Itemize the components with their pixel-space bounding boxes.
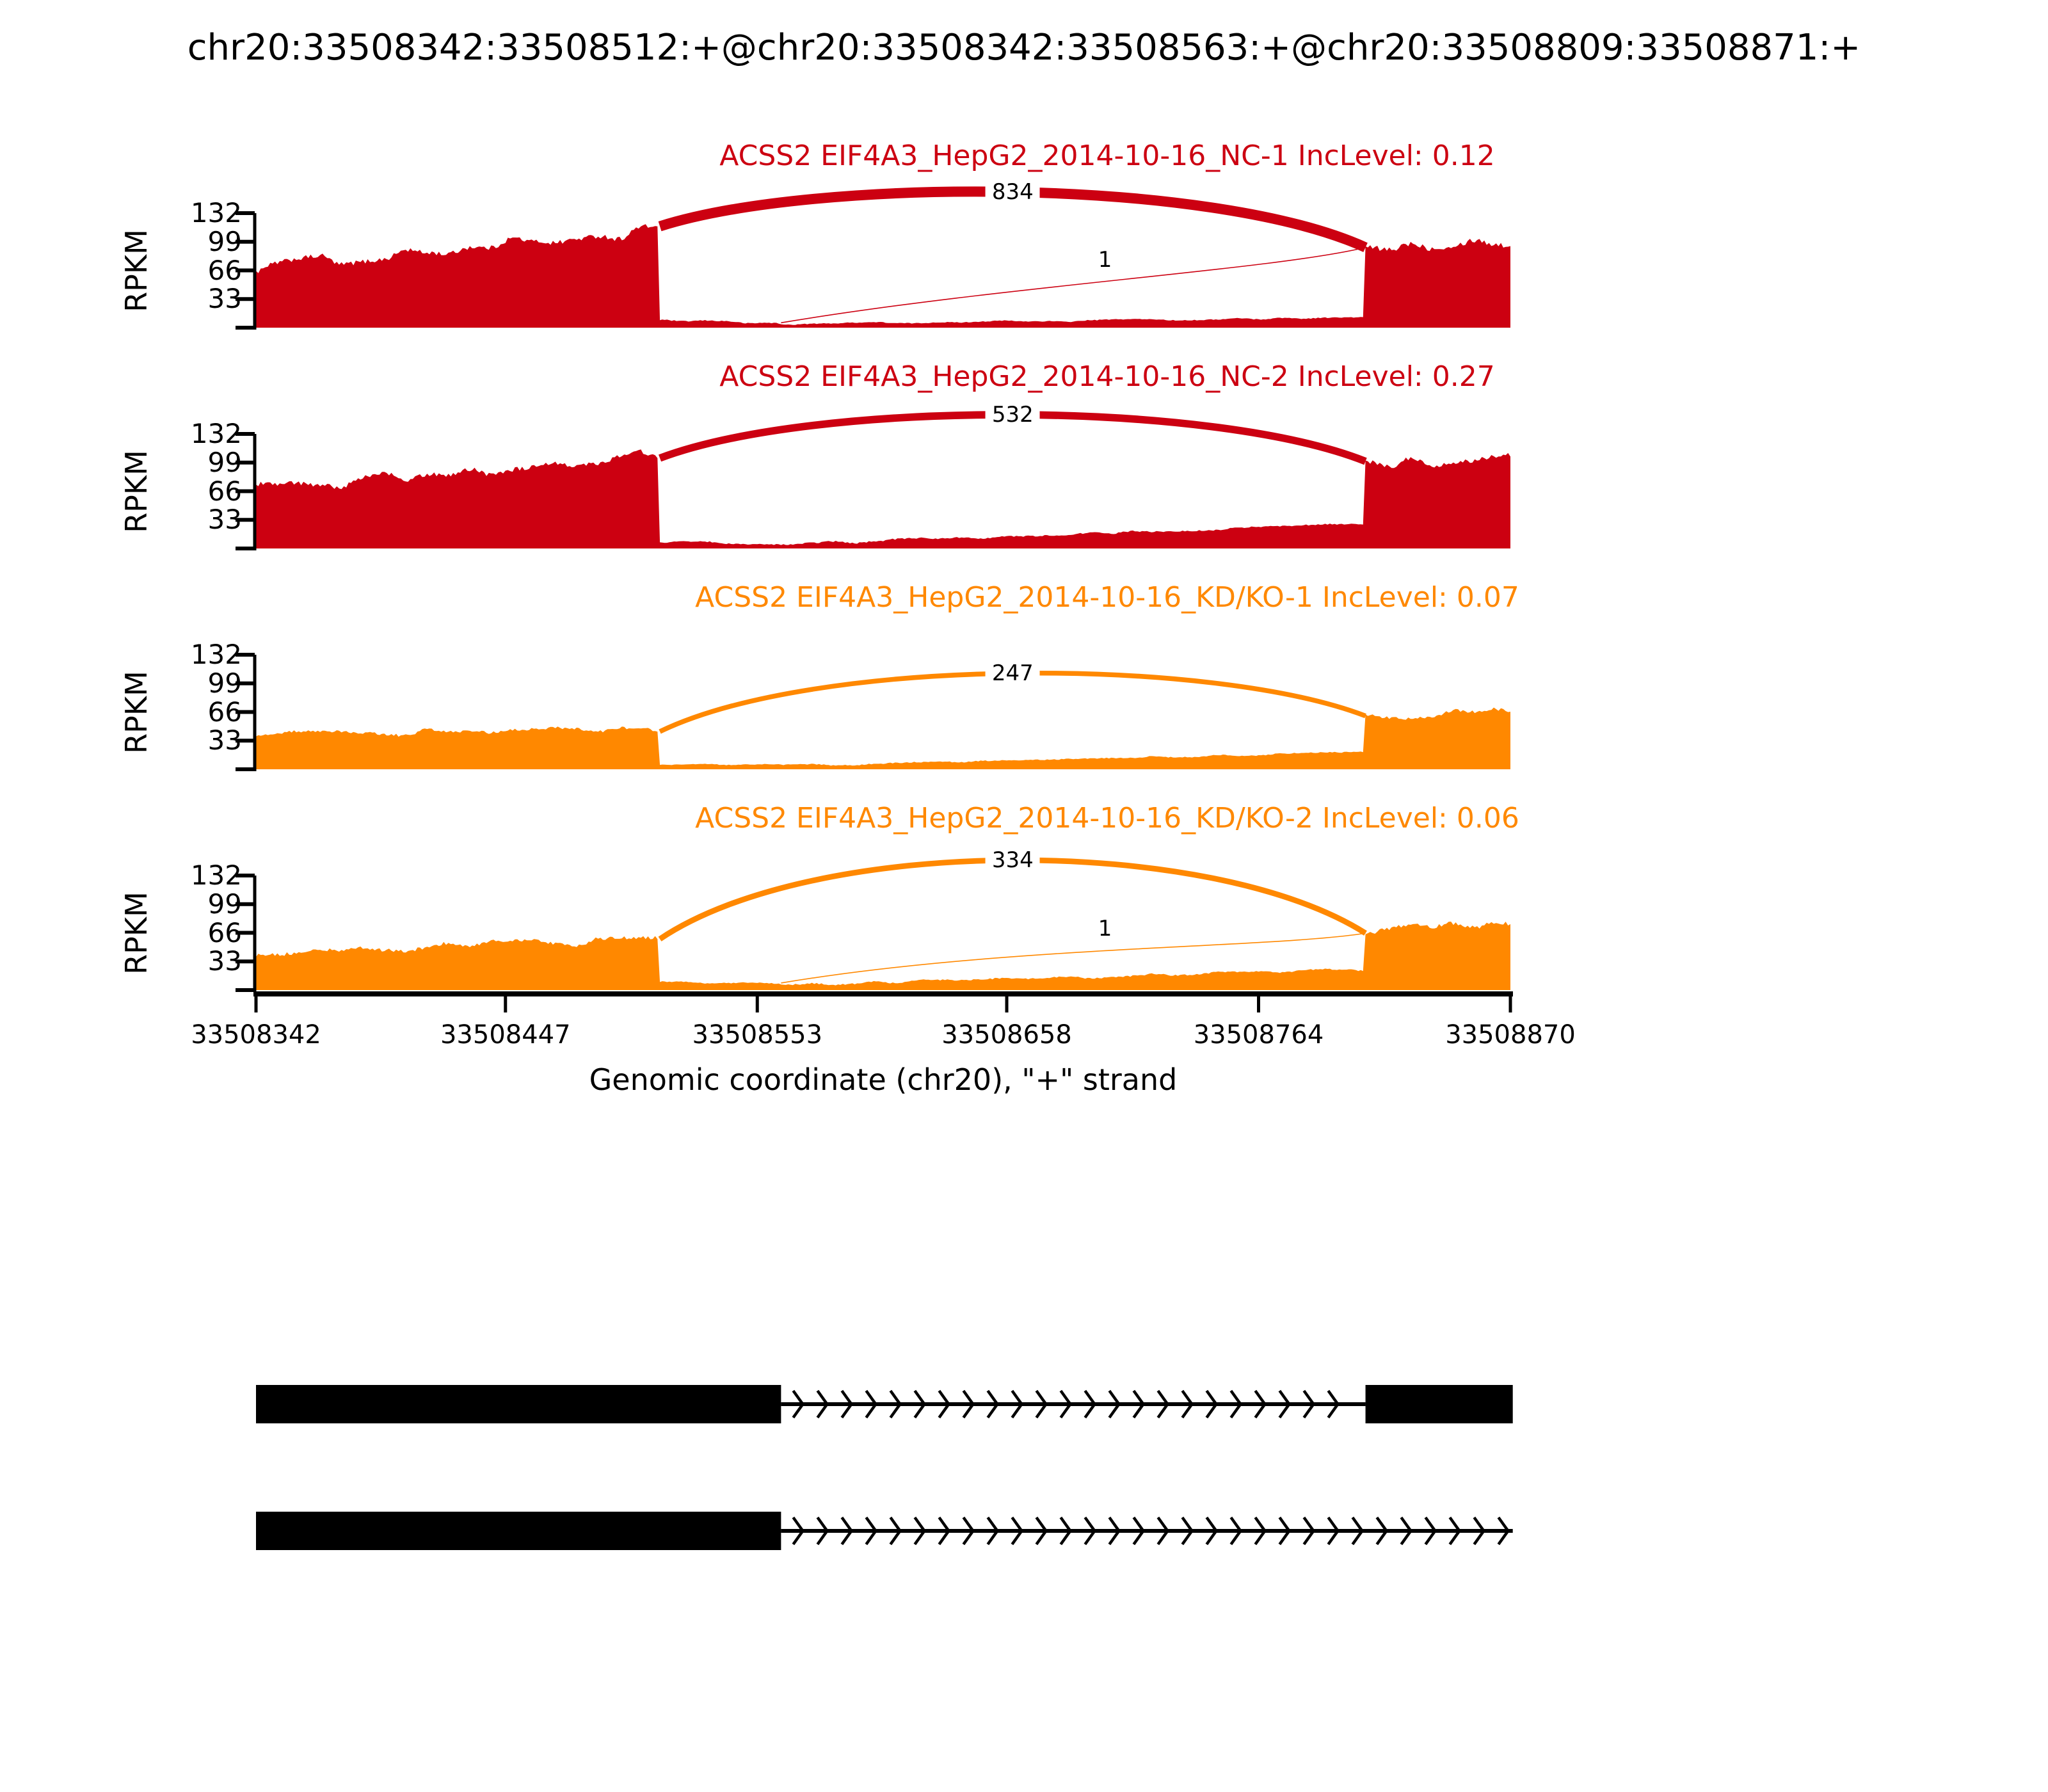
coverage-area — [256, 224, 1510, 328]
junction-count-label: 532 — [986, 401, 1040, 429]
y-tick-label: 132 — [190, 197, 242, 228]
track-title-nc-2: ACSS2 EIF4A3_HepG2_2014-10-16_NC-2 IncLevel: 0.27 — [719, 360, 1495, 393]
y-tick-label: 66 — [207, 916, 242, 948]
x-tick-label: 33508342 — [191, 1020, 321, 1050]
exon-box — [1366, 1385, 1513, 1423]
junction-count-label: 247 — [986, 659, 1040, 687]
y-axis-title: RPKM — [119, 891, 154, 975]
y-tick-label: 33 — [207, 504, 242, 536]
x-tick-label: 33508764 — [1193, 1020, 1324, 1050]
y-axis-title: RPKM — [119, 449, 154, 533]
page-title: chr20:33508342:33508512:+@chr20:33508342:33508563:+@chr20:33508809:33508871:+ — [187, 27, 1861, 68]
coverage-area — [256, 922, 1510, 990]
x-axis-title: Genomic coordinate (chr20), "+" strand — [589, 1062, 1178, 1097]
y-tick-label: 33 — [207, 283, 242, 315]
junction-arc-thin — [781, 248, 1365, 323]
y-axis-title: RPKM — [119, 670, 154, 754]
y-tick-label: 66 — [207, 475, 242, 507]
x-tick-label: 33508658 — [941, 1020, 1072, 1050]
y-tick-label: 132 — [190, 418, 242, 449]
y-tick-label: 66 — [207, 696, 242, 728]
y-tick-label: 33 — [207, 945, 242, 977]
y-tick-label: 132 — [190, 639, 242, 670]
y-tick-label: 99 — [207, 667, 242, 699]
track-title-kdko-1: ACSS2 EIF4A3_HepG2_2014-10-16_KD/KO-1 IncLevel: 0.07 — [695, 581, 1519, 614]
x-tick-label: 33508447 — [440, 1020, 571, 1050]
junction-count-label: 1 — [1092, 246, 1119, 274]
x-tick-label: 33508553 — [692, 1020, 823, 1050]
y-tick-label: 99 — [207, 225, 242, 257]
y-tick-label: 132 — [190, 860, 242, 891]
y-tick-label: 66 — [207, 254, 242, 286]
coverage-area — [256, 449, 1510, 548]
junction-count-label: 1 — [1092, 915, 1119, 943]
y-axis-title: RPKM — [119, 228, 154, 312]
exon-box — [256, 1385, 781, 1423]
y-tick-label: 33 — [207, 724, 242, 756]
junction-count-label: 334 — [986, 846, 1040, 874]
y-tick-label: 99 — [207, 446, 242, 478]
coverage-area — [256, 708, 1510, 770]
track-title-kdko-2: ACSS2 EIF4A3_HepG2_2014-10-16_KD/KO-2 IncLevel: 0.06 — [695, 802, 1519, 835]
junction-count-label: 834 — [986, 178, 1040, 206]
track-title-nc-1: ACSS2 EIF4A3_HepG2_2014-10-16_NC-1 IncLevel: 0.12 — [719, 140, 1495, 172]
y-tick-label: 99 — [207, 888, 242, 920]
exon-box — [256, 1512, 781, 1550]
x-tick-label: 33508870 — [1445, 1020, 1576, 1050]
